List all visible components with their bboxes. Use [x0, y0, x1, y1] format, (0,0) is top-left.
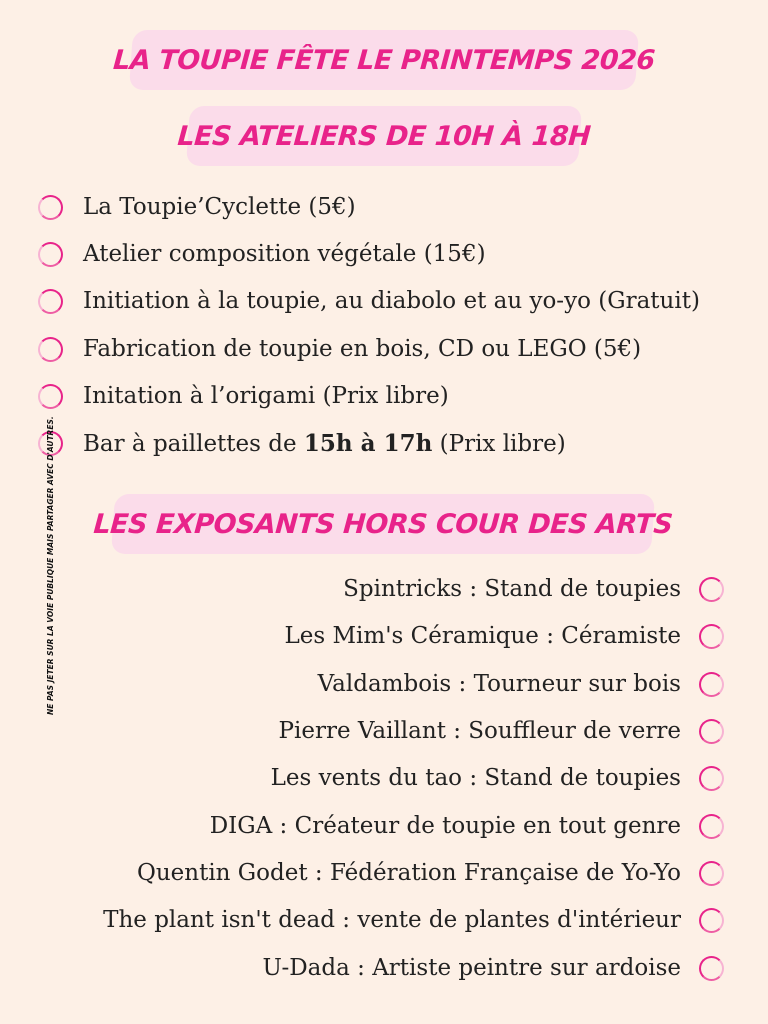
list-item	[103, 903, 724, 937]
atelier-label: Initation à l’origami (Prix libre)	[83, 383, 449, 409]
list-item	[343, 572, 724, 606]
atelier-label: Fabrication de toupie en bois, CD ou LEGO (5€)	[83, 336, 642, 362]
exposant-label: DIGA : Créateur de toupie en tout genre	[209, 813, 681, 839]
atelier-label-start: Bar à paillettes de	[83, 430, 304, 457]
side-note: NE PAS JETER SUR LA VOIE PUBLIQUE MAIS PARTAGER AVEC D'AUTRES.	[46, 416, 55, 715]
list-item	[318, 667, 724, 701]
circle-bullet-icon	[38, 289, 63, 314]
list-item	[262, 951, 724, 985]
circle-bullet-icon	[699, 672, 724, 697]
list-item	[38, 237, 486, 271]
exposant-label: Les Mim's Céramique : Céramiste	[284, 623, 681, 649]
atelier-label: La Toupie’Cyclette (5€)	[83, 194, 356, 220]
circle-bullet-icon	[38, 384, 63, 409]
list-item	[38, 190, 356, 224]
circle-bullet-icon	[699, 577, 724, 602]
exposant-label: The plant isn't dead : vente de plantes d'intérieur	[103, 907, 681, 933]
exposant-label: Les vents du tao : Stand de toupies	[270, 765, 681, 791]
circle-bullet-icon	[699, 956, 724, 981]
exposant-label: Valdambois : Tourneur sur bois	[317, 671, 681, 697]
list-item	[38, 332, 641, 366]
atelier-label	[83, 430, 566, 457]
ateliers-heading: LES ATELIERS DE 10H À 18H	[186, 106, 582, 166]
circle-bullet-icon	[699, 766, 724, 791]
exposant-label: Quentin Godet : Fédération Française de Yo-Yo	[136, 860, 681, 886]
exposant-label: Pierre Vaillant : Souffleur de verre	[278, 718, 681, 744]
atelier-label-hours: 15h à 17h	[303, 429, 433, 457]
list-item	[38, 284, 700, 318]
list-item	[285, 619, 725, 653]
page-title: LA TOUPIE FÊTE LE PRINTEMPS 2026	[129, 30, 639, 90]
atelier-label: Initiation à la toupie, au diabolo et au yo-yo (Gratuit)	[83, 288, 700, 314]
atelier-label: Atelier composition végétale (15€)	[83, 241, 486, 267]
circle-bullet-icon	[38, 195, 63, 220]
circle-bullet-icon	[699, 624, 724, 649]
list-item	[38, 379, 449, 413]
circle-bullet-icon	[699, 719, 724, 744]
list-item	[210, 809, 724, 843]
circle-bullet-icon	[38, 337, 63, 362]
circle-bullet-icon	[38, 242, 63, 267]
list-item	[38, 426, 566, 460]
exposant-label: Spintricks : Stand de toupies	[343, 576, 681, 602]
list-item	[137, 856, 724, 890]
circle-bullet-icon	[699, 861, 724, 886]
list-item	[279, 714, 724, 748]
list-item	[271, 761, 724, 795]
circle-bullet-icon	[699, 814, 724, 839]
exposant-label: U-Dada : Artiste peintre sur ardoise	[262, 955, 681, 981]
circle-bullet-icon	[699, 908, 724, 933]
exposants-heading: LES EXPOSANTS HORS COUR DES ARTS	[111, 494, 655, 554]
atelier-label-end: (Prix libre)	[432, 430, 566, 457]
